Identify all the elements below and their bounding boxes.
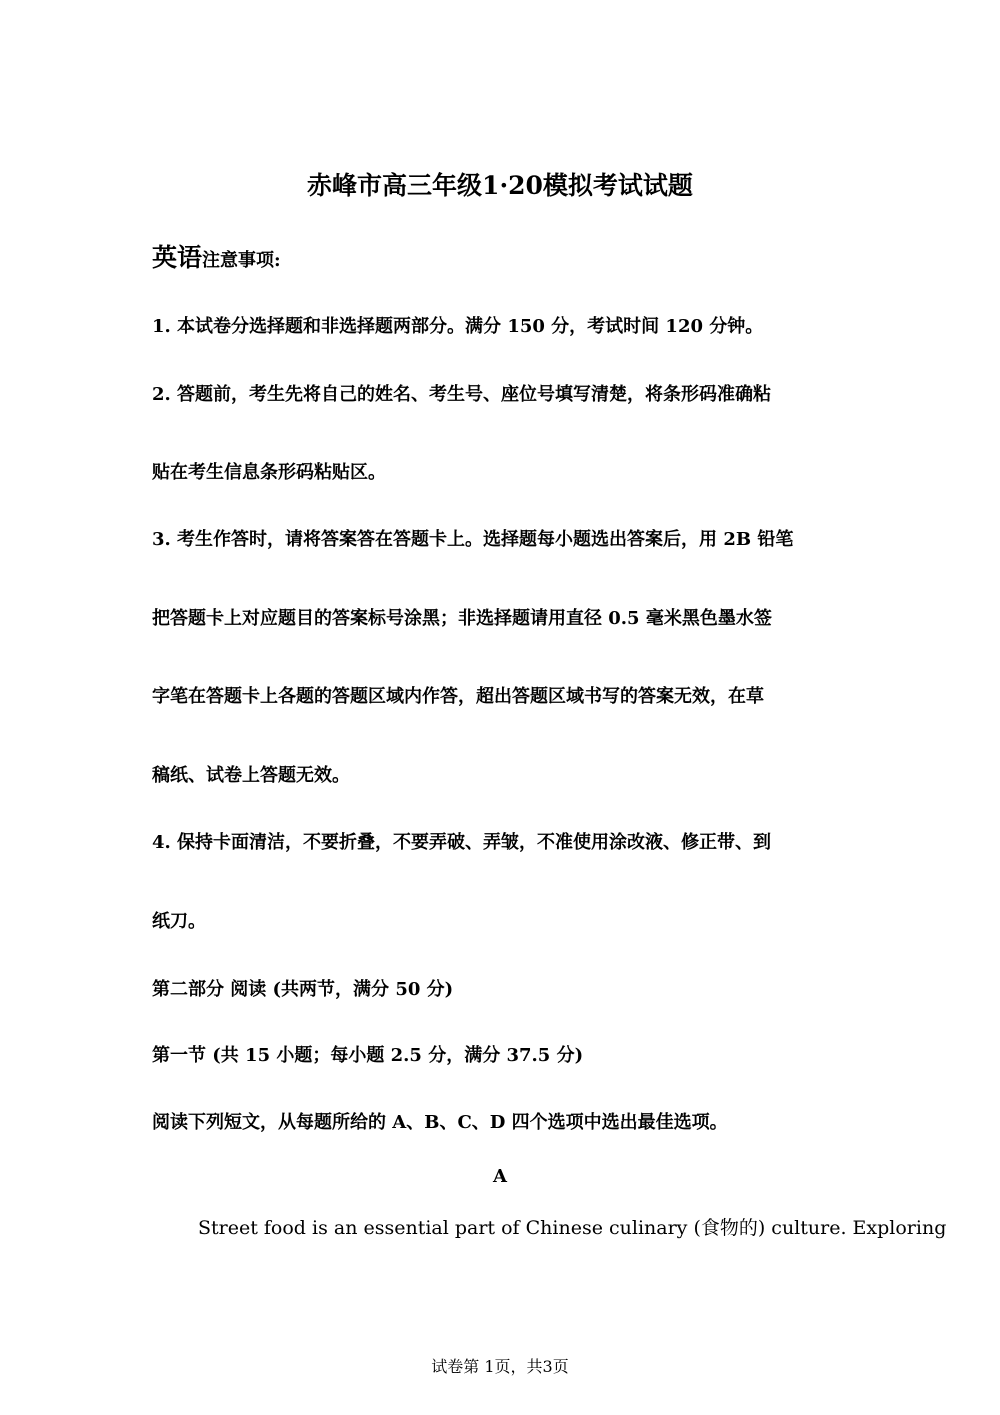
part-heading: 第二部分 阅读 (共两节，满分 50 分): [152, 979, 454, 1000]
subject-label: 英语: [152, 243, 203, 272]
note-line-3-cont-2: 字笔在答题卡上各题的答题区域内作答，超出答题区域书写的答案无效，在草: [152, 686, 764, 707]
passage-first-line: Street food is an essential part of Chinese culinary (食物的) culture. Exploring: [198, 1217, 947, 1239]
note-line-2: 2. 答题前，考生先将自己的姓名、考生号、座位号填写清楚，将条形码准确粘: [152, 384, 772, 405]
exam-title: 赤峰市高三年级1·20模拟考试试题: [307, 171, 693, 200]
notice-label: 注意事项:: [202, 250, 281, 271]
note-line-2-cont: 贴在考生信息条形码粘贴区。: [152, 462, 386, 483]
note-line-3: 3. 考生作答时，请将答案答在答题卡上。选择题每小题选出答案后，用 2B 铅笔: [152, 529, 794, 550]
note-line-4: 4. 保持卡面清洁，不要折叠，不要弄破、弄皱，不准使用涂改液、修正带、到: [152, 832, 772, 853]
note-line-1: 1. 本试卷分选择题和非选择题两部分。满分 150 分，考试时间 120 分钟。: [152, 316, 764, 337]
instruction-text: 阅读下列短文，从每题所给的 A、B、C、D 四个选项中选出最佳选项。: [152, 1112, 728, 1133]
passage-label: A: [493, 1166, 507, 1187]
note-line-4-cont: 纸刀。: [152, 911, 206, 932]
subject-row: [152, 240, 281, 279]
note-line-3-cont-3: 稿纸、试卷上答题无效。: [152, 765, 350, 786]
note-line-3-cont-1: 把答题卡上对应题目的答案标号涂黑；非选择题请用直径 0.5 毫米黑色墨水签: [152, 608, 772, 629]
page-footer: 试卷第 1页，共3页: [431, 1357, 569, 1376]
section-heading: 第一节 (共 15 小题；每小题 2.5 分，满分 37.5 分): [152, 1045, 584, 1066]
